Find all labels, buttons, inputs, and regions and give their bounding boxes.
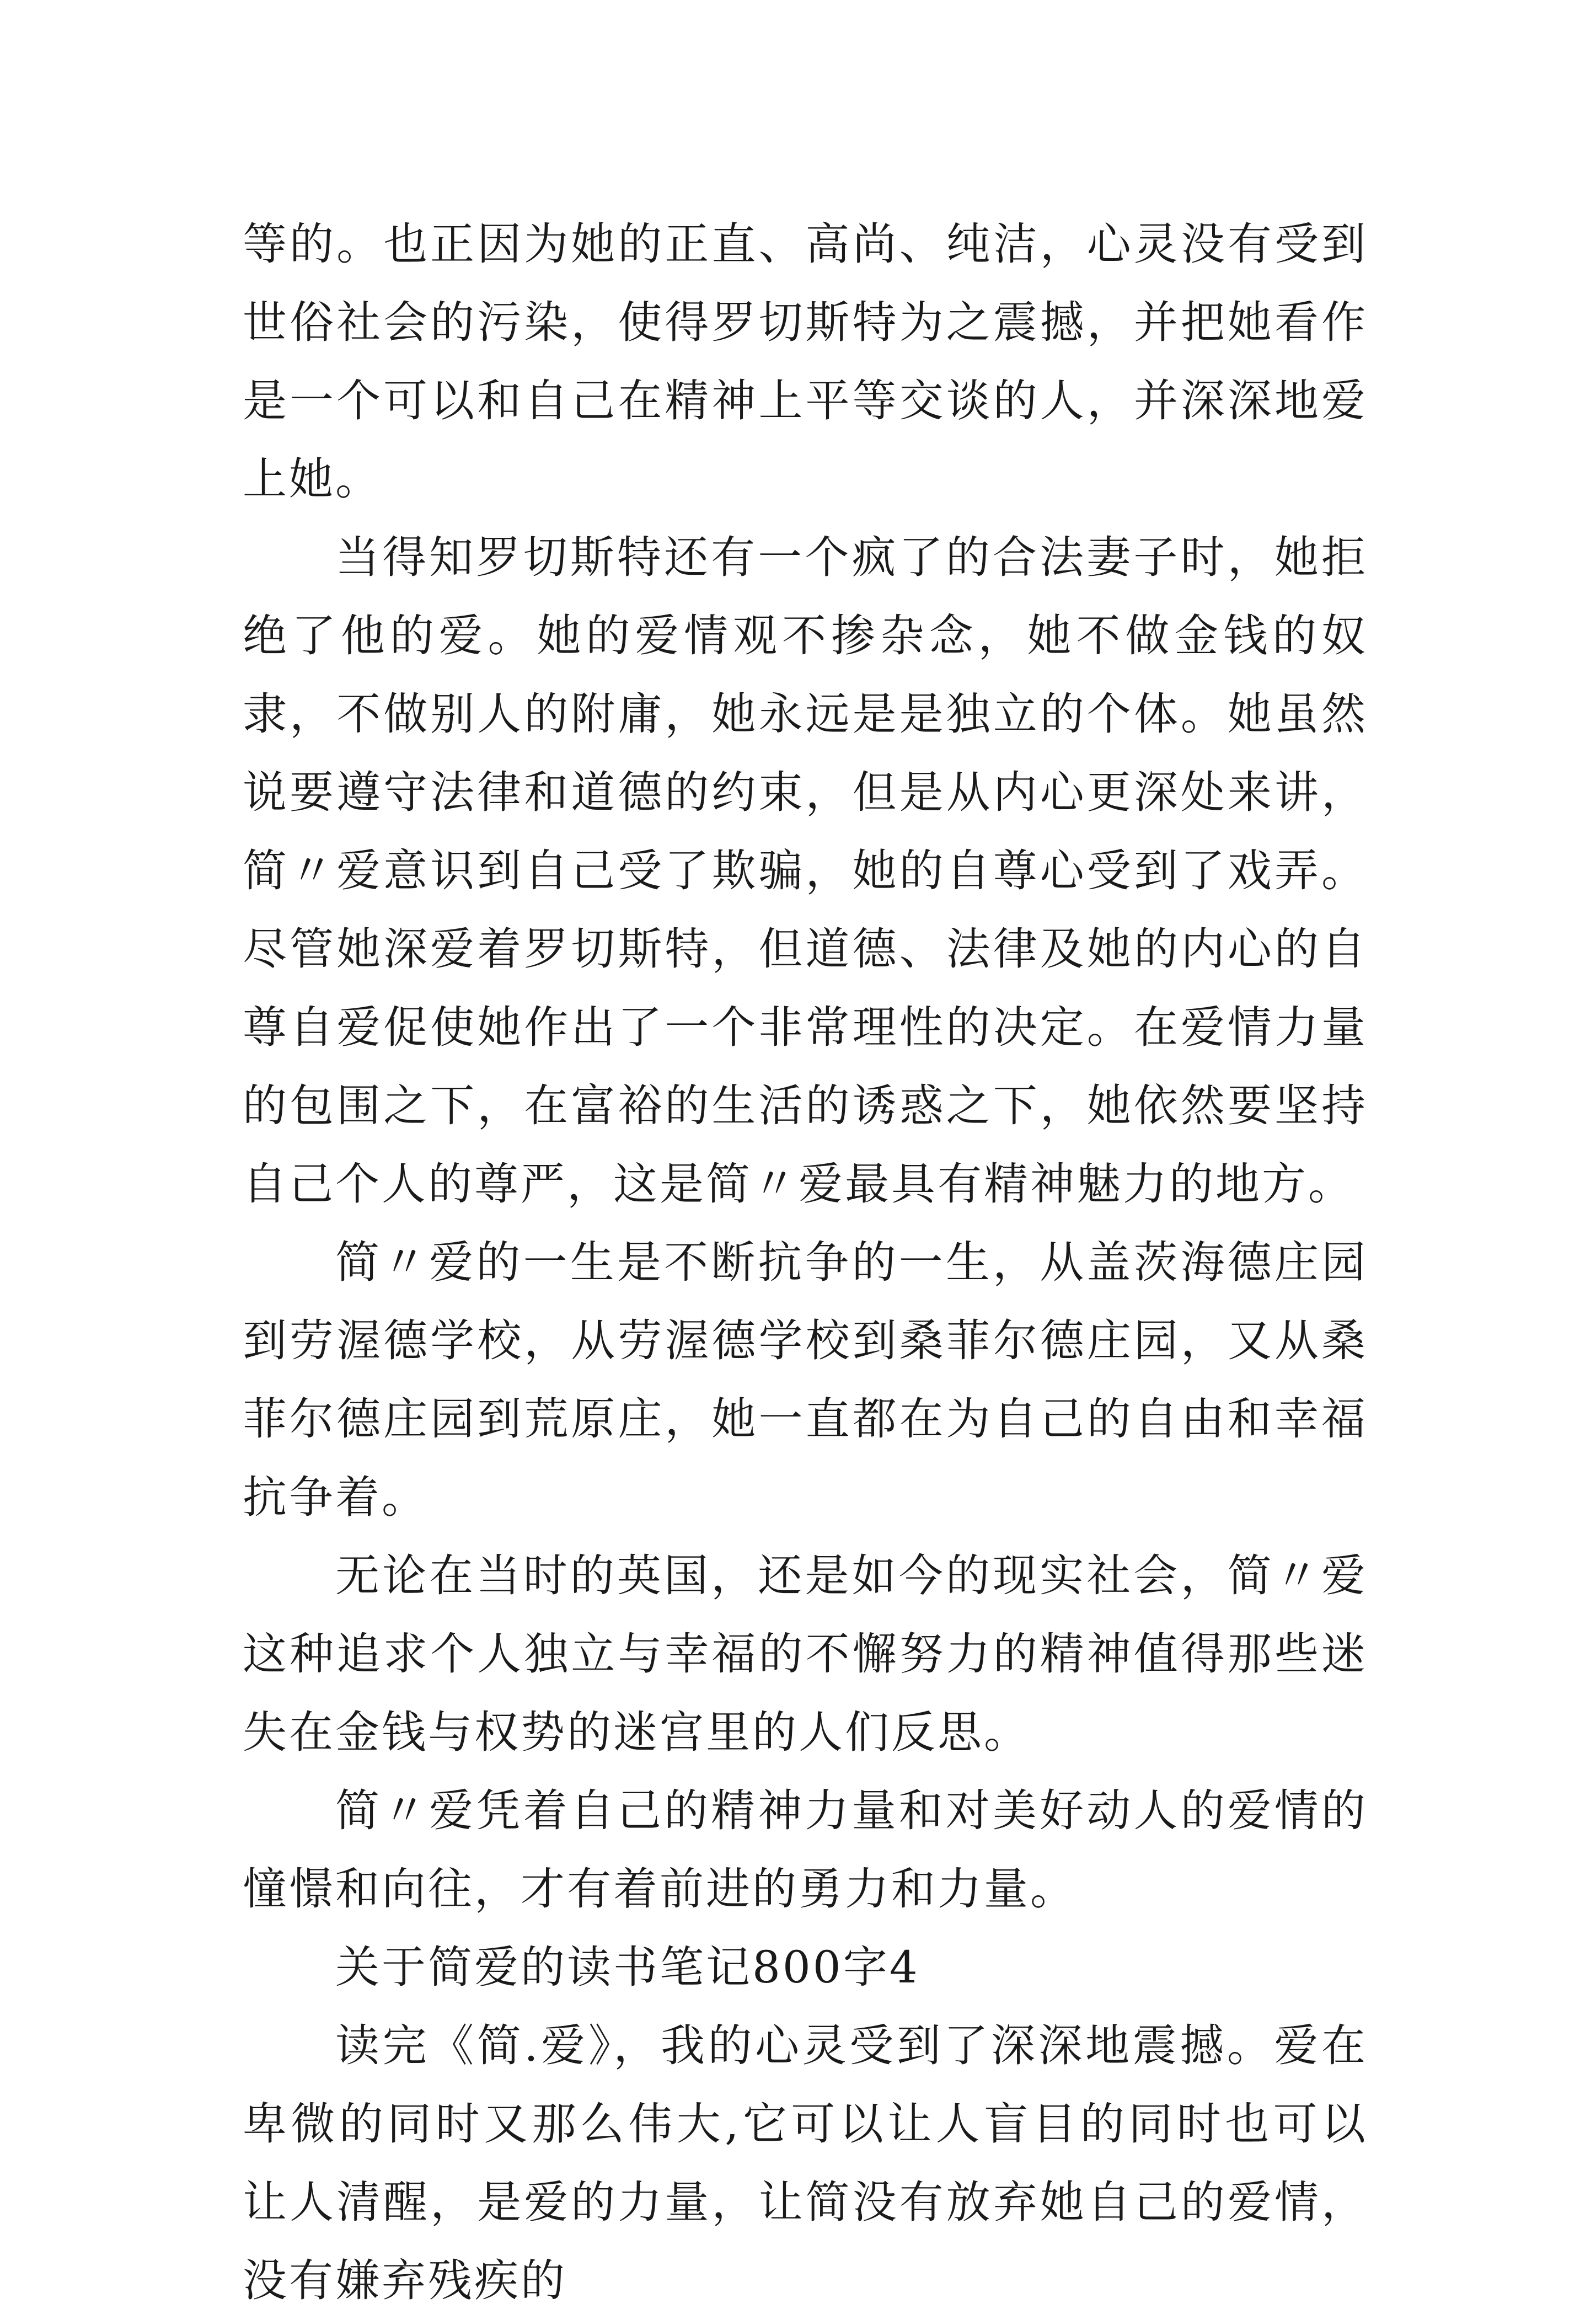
paragraph-4: 无论在当时的英国，还是如今的现实社会，简〃爱这种追求个人独立与幸福的不懈努力的精神值得那些迷失在金钱与权势的迷宫里的人们反思。 bbox=[243, 1550, 1368, 1758]
paragraph-5: 简〃爱凭着自己的精神力量和对美好动人的爱情的憧憬和向往，才有着前进的勇力和力量。 bbox=[243, 1785, 1368, 1915]
paragraph-6: 读完《简.爱》，我的心灵受到了深深地震撼。爱在卑微的同时又那么伟大,它可以让人盲目的同时也可以让人清醒，是爱的力量，让简没有放弃她自己的爱情，没有嫌弃残疾的 bbox=[243, 2020, 1368, 2306]
paragraph-3: 简〃爱的一生是不断抗争的一生，从盖茨海德庄园到劳渥德学校，从劳渥德学校到桑菲尔德庄园，又从桑菲尔德庄园到荒原庄，她一直都在为自己的自由和幸福抗争着。 bbox=[243, 1237, 1368, 1523]
paragraph-1: 等的。也正因为她的正直、高尚、纯洁，心灵没有受到世俗社会的污染，使得罗切斯特为之震撼，并把她看作是一个可以和自己在精神上平等交谈的人，并深深地爱上她。 bbox=[243, 218, 1368, 505]
paragraph-2: 当得知罗切斯特还有一个疯了的合法妻子时，她拒绝了他的爱。她的爱情观不掺杂念，她不做金钱的奴隶，不做别人的附庸，她永远是是独立的个体。她虽然说要遵守法律和道德的约束，但是从内心更深处来讲，简〃爱意识到自己受了欺骗，她的自尊心受到了戏弄。尽管她深爱着罗切斯特，但道德、法律及她的内心的自尊自爱促使她作出了一个非常理性的决定。在爱情力量的包围之下，在富裕的生活的诱惑之下，她依然要坚持自己个人的尊严，这是简〃爱最具有精神魅力的地方。 bbox=[243, 532, 1368, 1210]
section-heading: 关于简爱的读书笔记800字4 bbox=[335, 1942, 920, 1993]
document-body bbox=[243, 205, 1368, 2320]
